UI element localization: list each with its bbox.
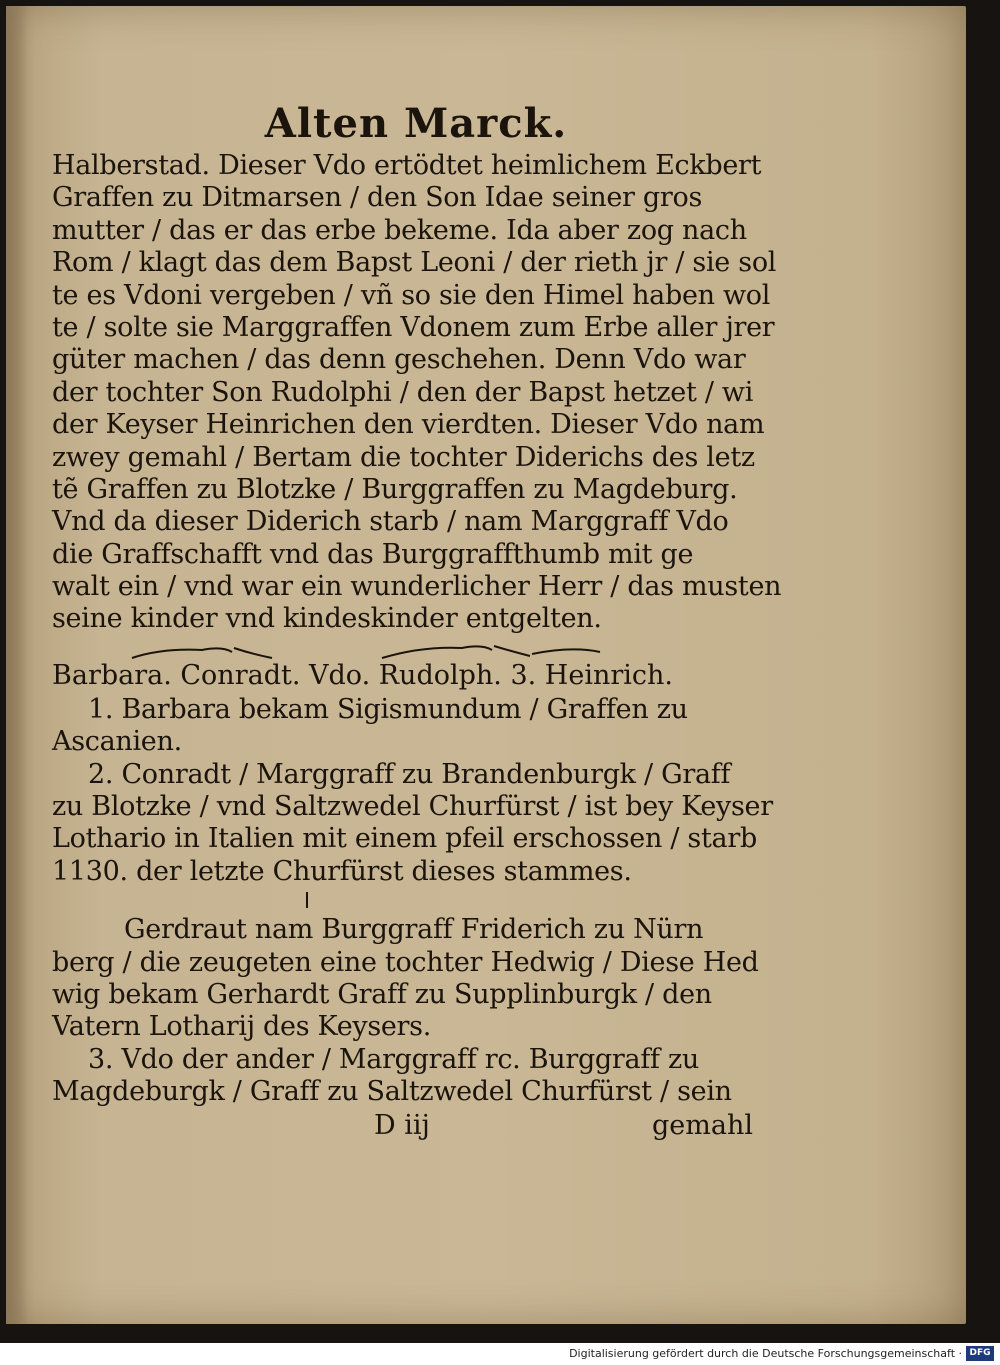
paragraph-3 (52, 759, 772, 889)
text-line: Graffen zu Ditmarsen / den Son Idae seiner gros (52, 182, 703, 214)
vertical-rule-row (52, 888, 772, 914)
text-line: mutter / das er das erbe bekeme. Ida aber zog nach (52, 214, 747, 246)
signature-mark: D iij (374, 1109, 430, 1141)
text-line: Gerdraut nam Burggraff Friderich zu Nürn (124, 914, 704, 946)
paragraph-2 (52, 694, 772, 759)
text-line: tẽ Graffen zu Blotzke / Burggraffen zu Magdeburg. (52, 473, 738, 505)
bracket-mark (382, 646, 492, 658)
text-line: die Graffschafft vnd das Burggraffthumb mit ge (52, 538, 694, 570)
text-line: der Keyser Heinrichen den vierdten. Dieser Vdo nam (52, 409, 765, 441)
signature-row (52, 1109, 772, 1143)
footer-credit: Digitalisierung gefördert durch die Deutsche Forschungsgemeinschaft · (569, 1347, 962, 1360)
text-line: zu Blotzke / vnd Saltzwedel Churfürst / ist bey Keyser (52, 791, 773, 823)
text-line: Vnd da dieser Diderich starb / nam Marggraff Vdo (52, 506, 729, 538)
genealogy-names: Barbara. Conradt. Vdo. Rudolph. 3. Heinrich. (52, 659, 673, 691)
text-line: te es Vdoni vergeben / vñ so sie den Himel haben wol (52, 279, 771, 311)
genealogy-row (52, 636, 772, 694)
bracket-mark (532, 649, 600, 654)
text-line: Ascanien. (52, 726, 182, 758)
text-line: 1130. der letzte Churfürst dieses stammes. (52, 855, 632, 887)
text-line: seine kinder vnd kindeskinder entgelten. (52, 603, 602, 635)
text-line: 1. Barbara bekam Sigismundum / Graffen zu (88, 693, 688, 725)
book-page (6, 6, 966, 1324)
catchword: gemahl (652, 1109, 753, 1141)
text-line: zwey gemahl / Bertam die tochter Diderichs des letz (52, 441, 755, 473)
text-line: te / solte sie Marggraffen Vdonem zum Erbe aller jrer (52, 311, 775, 343)
text-line: Rom / klagt das dem Bapst Leoni / der rieth jr / sie sol (52, 247, 777, 279)
text-line: Magdeburgk / Graff zu Saltzwedel Churfürst / sein (52, 1076, 732, 1108)
text-line: Halberstad. Dieser Vdo ertödtet heimlichem Eckbert (52, 150, 762, 181)
text-line: güter machen / das denn geschehen. Denn Vdo war (52, 344, 746, 376)
text-line: walt ein / vnd war ein wunderlicher Herr / das musten (52, 571, 782, 603)
text-line: wig bekam Gerhardt Graff zu Supplinburgk / den (52, 978, 712, 1010)
text-line: Vatern Lotharij des Keysers. (52, 1011, 432, 1043)
bracket-mark (132, 648, 232, 658)
vertical-rule-mark (306, 892, 308, 908)
bracket-mark (234, 648, 272, 658)
dfg-logo: DFG (966, 1346, 994, 1361)
running-head: Alten Marck. (264, 100, 568, 147)
text-block (52, 98, 782, 1143)
text-line: Lothario in Italien mit einem pfeil erschossen / starb (52, 823, 757, 855)
text-line: berg / die zeugeten eine tochter Hedwig / Diese Hed (52, 946, 759, 978)
paragraph-4 (52, 914, 772, 1044)
bracket-mark (494, 646, 530, 656)
footer-bar (0, 1343, 1000, 1365)
text-line: 2. Conradt / Marggraff zu Brandenburgk / Graff (88, 758, 731, 790)
paragraph-1 (52, 150, 782, 636)
text-line: der tochter Son Rudolphi / den der Bapst hetzet / wi (52, 376, 754, 408)
text-line: 3. Vdo der ander / Marggraff rc. Burggraff zu (88, 1043, 700, 1075)
paragraph-5 (52, 1044, 772, 1109)
page-gutter-shadow (6, 6, 28, 1324)
